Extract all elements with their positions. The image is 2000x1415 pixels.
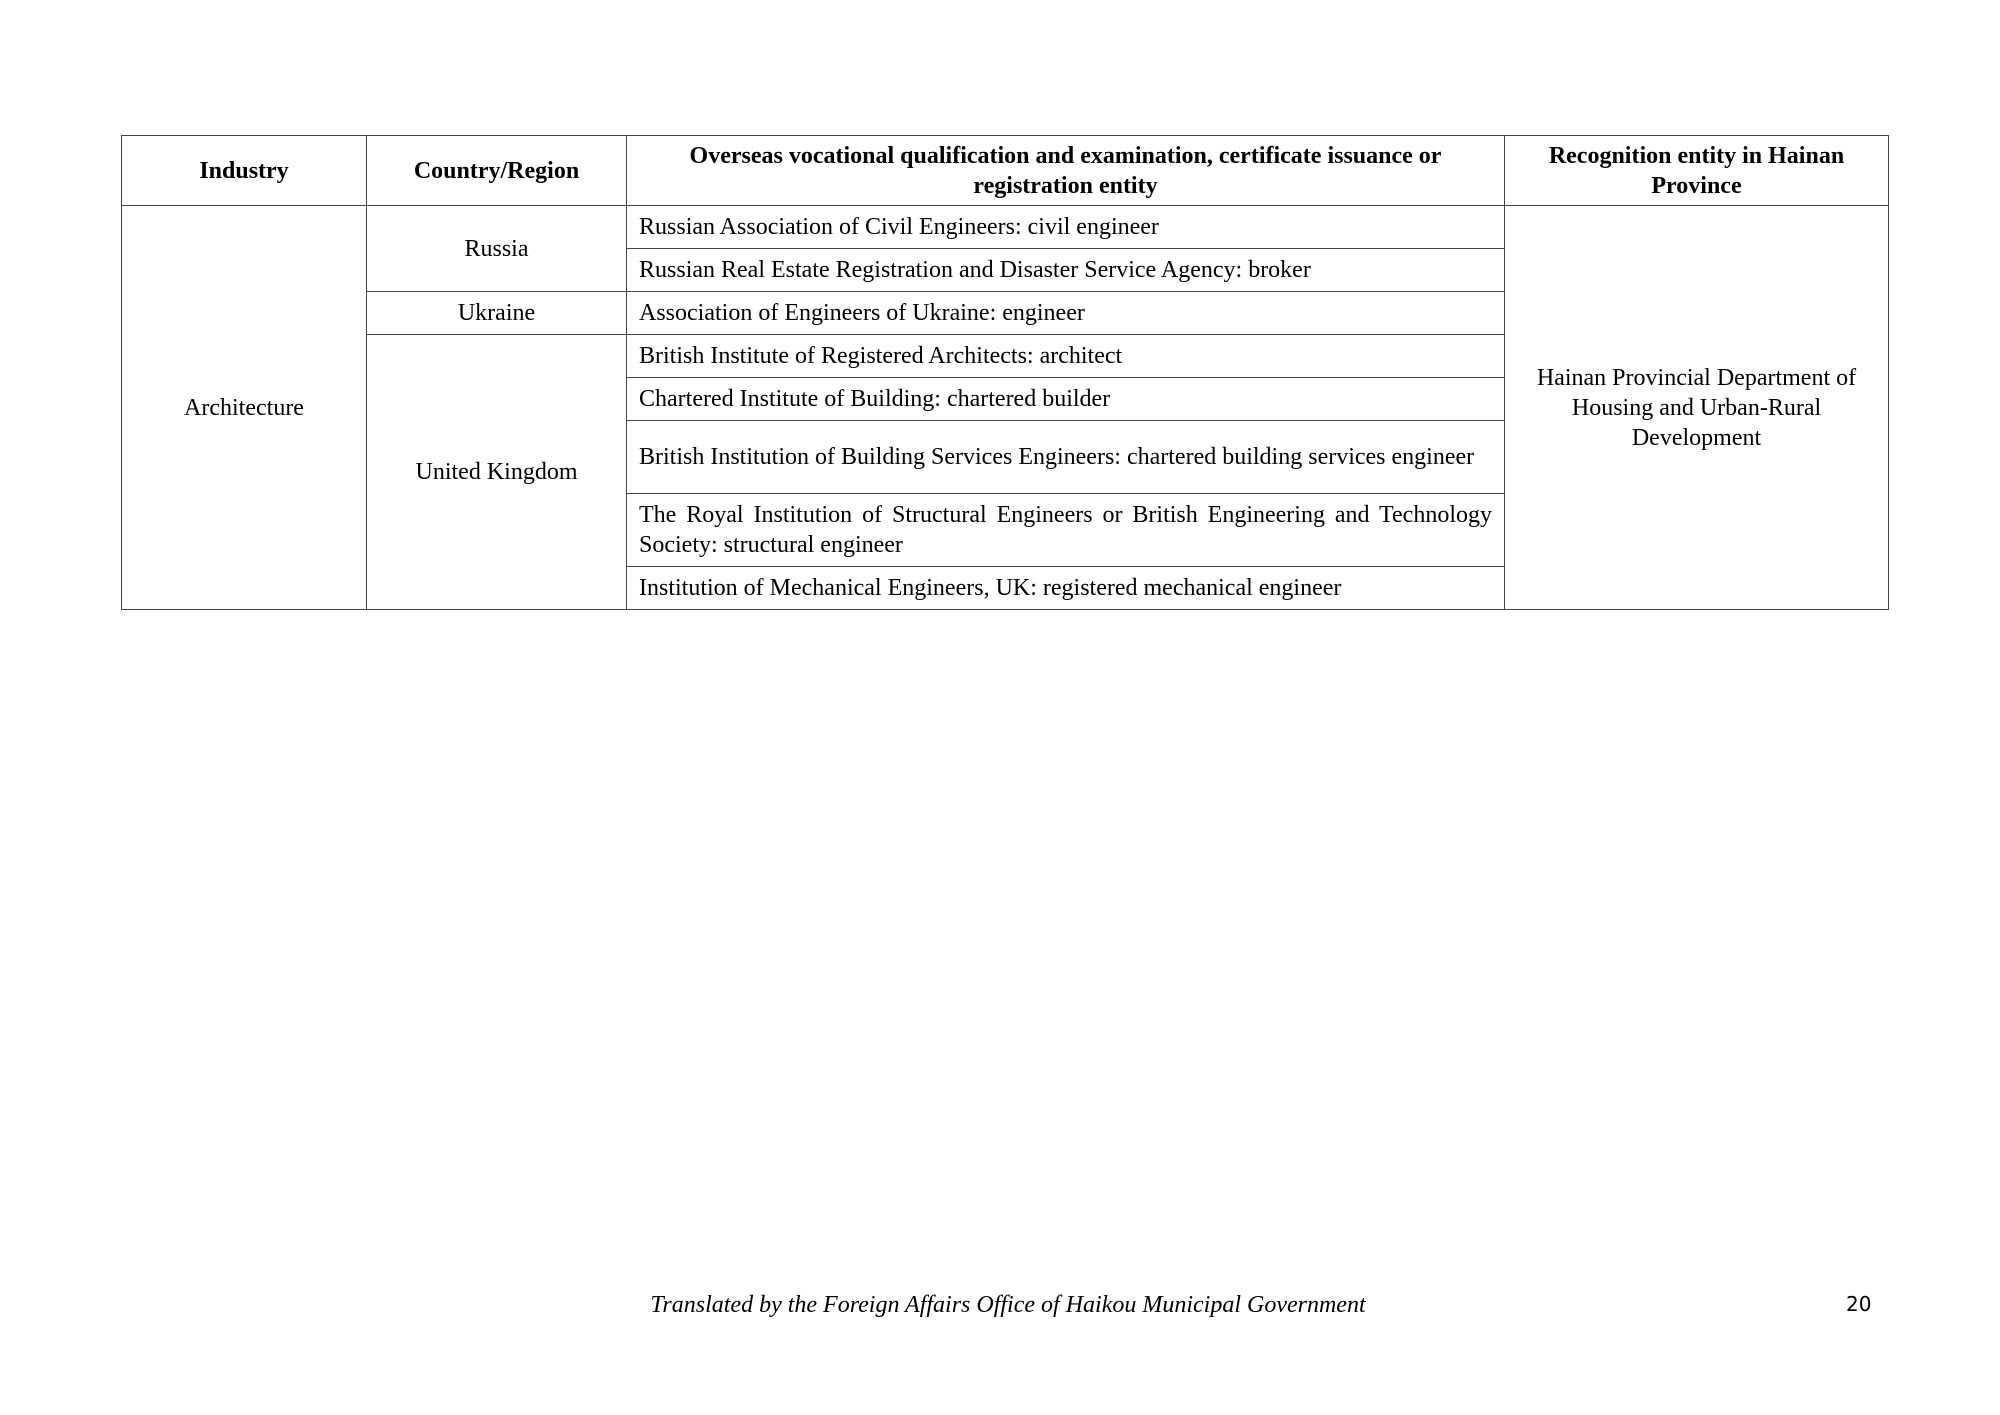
entity-cell: Chartered Institute of Building: chartered builder: [627, 378, 1505, 421]
entity-cell: Association of Engineers of Ukraine: engineer: [627, 292, 1505, 335]
table-header-row: [122, 136, 1889, 206]
translator-note: Translated by the Foreign Affairs Office of Haikou Municipal Government: [650, 1292, 1366, 1318]
header-recognition-entity: Recognition entity in Hainan Province: [1505, 136, 1889, 206]
entity-cell: Institution of Mechanical Engineers, UK: registered mechanical engineer: [627, 567, 1505, 610]
header-overseas-entity: Overseas vocational qualification and examination, certificate issuance or registration entity: [627, 136, 1505, 206]
entity-cell: British Institution of Building Services Engineers: chartered building services engineer: [627, 421, 1505, 494]
page-number: 20: [1846, 1292, 1872, 1316]
recognition-entity-cell: Hainan Provincial Department of Housing and Urban-Rural Development: [1505, 206, 1889, 610]
qualification-table: [121, 135, 1889, 610]
entity-cell: The Royal Institution of Structural Engineers or British Engineering and Technology Society: structural engineer: [627, 494, 1505, 567]
entity-cell: Russian Association of Civil Engineers: civil engineer: [627, 206, 1505, 249]
table-row: [122, 206, 1889, 249]
industry-cell: Architecture: [122, 206, 367, 610]
country-cell-russia: Russia: [367, 206, 627, 292]
entity-cell: British Institute of Registered Architects: architect: [627, 335, 1505, 378]
header-country-region: Country/Region: [367, 136, 627, 206]
country-cell-united-kingdom: United Kingdom: [367, 335, 627, 610]
entity-cell: Russian Real Estate Registration and Disaster Service Agency: broker: [627, 249, 1505, 292]
country-cell-ukraine: Ukraine: [367, 292, 627, 335]
header-industry: Industry: [122, 136, 367, 206]
